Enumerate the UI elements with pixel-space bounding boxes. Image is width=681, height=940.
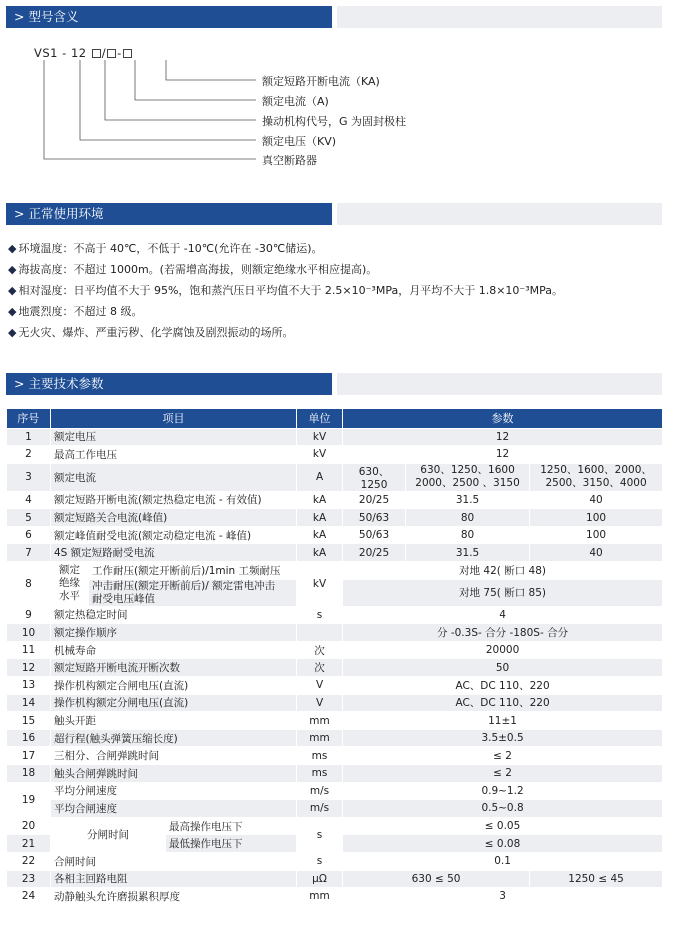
table-row	[7, 800, 663, 818]
table-row	[7, 712, 663, 730]
table-row	[7, 509, 663, 527]
row-unit: kA	[297, 544, 343, 562]
row-value-b: 80	[406, 526, 530, 544]
row-value: 11±1	[343, 712, 663, 730]
legend-rated-voltage: 额定电压（KV)	[262, 135, 337, 148]
row-item: 额定电压	[51, 428, 297, 446]
row-unit: m/s	[297, 782, 343, 800]
diamond-icon: ◆	[8, 263, 17, 276]
row-unit: kA	[297, 491, 343, 509]
env-item	[8, 261, 377, 277]
row-unit: mm	[297, 888, 343, 906]
env-text: 相对湿度：日平均值不大于 95%，饱和蒸汽压日平均值不大于 2.5×10⁻³MPa，月平均不大于 1.8×10⁻³MPa。	[18, 284, 563, 297]
env-text: 环境温度：不高于 40℃，不低于 -10℃(允许在 -30℃储运)。	[18, 242, 323, 255]
row-value: AC、DC 110、220	[343, 694, 663, 712]
diamond-icon: ◆	[8, 242, 17, 255]
row-unit: ms	[297, 747, 343, 765]
row-value-c: 40	[530, 491, 663, 509]
table-row	[7, 606, 663, 624]
section-model-title: > 型号含义	[6, 6, 332, 28]
row-item: 三相分、合闸弹跳时间	[51, 747, 297, 765]
row-value-c-line1: 1250、1600、2000、	[540, 464, 652, 477]
row-value: 0.9~1.2	[343, 782, 663, 800]
header-unit: 单位	[297, 409, 343, 428]
table-row	[7, 870, 663, 888]
row-group-line1: 额定	[59, 564, 80, 577]
env-item	[8, 240, 323, 256]
row-unit: s	[297, 852, 343, 870]
row-unit	[297, 624, 343, 642]
table-row	[7, 888, 663, 906]
row-value-c-line2: 2500、3150、4000	[545, 477, 647, 490]
table-row	[7, 463, 663, 491]
row-item: 额定热稳定时间	[51, 606, 297, 624]
row-no: 1	[7, 428, 51, 446]
legend-mechanism: 操动机构代号，G 为固封极柱	[262, 115, 407, 128]
row-value-c: 100	[530, 509, 663, 527]
row-value: 20000	[343, 641, 663, 659]
row-value: 对地 75( 断口 85)	[343, 579, 663, 606]
code-sep-1: /	[101, 46, 107, 60]
table-row	[7, 817, 663, 835]
row-sub-item	[89, 579, 297, 606]
diamond-icon: ◆	[8, 284, 17, 297]
row-item: 平均分闸速度	[51, 782, 297, 800]
row-value: 0.5~0.8	[343, 800, 663, 818]
row-item: 合闸时间	[51, 852, 297, 870]
row-no: 8	[7, 562, 51, 607]
diamond-icon: ◆	[8, 326, 17, 339]
env-item	[8, 282, 563, 298]
row-value-b: 80	[406, 509, 530, 527]
row-unit: s	[297, 817, 343, 852]
row-sub-item: 工作耐压(额定开断前后)/1min 工频耐压	[89, 562, 297, 580]
row-group-line3: 水平	[59, 590, 80, 603]
row-unit: A	[297, 463, 343, 491]
row-value: 3.5±0.5	[343, 729, 663, 747]
row-unit: μΩ	[297, 870, 343, 888]
row-sub-item: 最高操作电压下	[166, 817, 297, 835]
env-item	[8, 324, 293, 340]
row-group	[51, 562, 89, 607]
row-no: 23	[7, 870, 51, 888]
section-tech-header	[6, 373, 662, 395]
table-row	[7, 729, 663, 747]
row-group: 分闸时间	[51, 817, 166, 852]
table-row	[7, 659, 663, 677]
row-unit: kA	[297, 509, 343, 527]
row-sub-item-line2: 耐受电压峰值	[92, 592, 155, 605]
diamond-icon: ◆	[8, 305, 17, 318]
row-unit: mm	[297, 729, 343, 747]
row-value-a: 20/25	[343, 544, 406, 562]
table-row	[7, 852, 663, 870]
row-value: 3	[343, 888, 663, 906]
row-value: 12	[343, 446, 663, 464]
row-group-line2: 绝缘	[59, 577, 80, 590]
row-value: 50	[343, 659, 663, 677]
row-value: 4	[343, 606, 663, 624]
row-no: 15	[7, 712, 51, 730]
row-value-a: 20/25	[343, 491, 406, 509]
row-item: 额定短路开断电流(额定热稳定电流 - 有效值)	[51, 491, 297, 509]
row-no: 9	[7, 606, 51, 624]
row-item: 触头合闸弹跳时间	[51, 765, 297, 783]
row-no: 19	[7, 782, 51, 817]
header-no: 序号	[7, 409, 51, 428]
row-unit: kV	[297, 562, 343, 607]
row-no: 14	[7, 694, 51, 712]
row-value-a: 630、1250	[343, 463, 406, 491]
row-value-b-line2: 2000、2500 、3150	[415, 477, 520, 490]
legend-rated-current: 额定电流（A)	[262, 95, 329, 108]
env-item	[8, 303, 142, 319]
row-item: 各相主回路电阻	[51, 870, 297, 888]
table-row	[7, 765, 663, 783]
row-unit: 次	[297, 641, 343, 659]
table-row	[7, 446, 663, 464]
row-item: 机械寿命	[51, 641, 297, 659]
row-no: 17	[7, 747, 51, 765]
row-item: 额定短路开断电流开断次数	[51, 659, 297, 677]
row-value: ≤ 0.05	[343, 817, 663, 835]
row-value: 分 -0.3S- 合分 -180S- 合分	[343, 624, 663, 642]
table-row	[7, 694, 663, 712]
row-value-b	[406, 463, 530, 491]
section-env-grey	[337, 203, 662, 225]
row-unit: kV	[297, 446, 343, 464]
table-header-row	[7, 409, 663, 428]
row-no: 3	[7, 463, 51, 491]
row-value: 12	[343, 428, 663, 446]
row-no: 5	[7, 509, 51, 527]
section-tech-title: > 主要技术参数	[6, 373, 332, 395]
row-value-c	[530, 463, 663, 491]
row-value: ≤ 0.08	[343, 835, 663, 853]
env-text: 海拔高度：不超过 1000m。(若需增高海拔，则额定绝缘水平相应提高)。	[18, 263, 378, 276]
model-code-leader-lines	[0, 0, 681, 200]
row-value: 对地 42( 断口 48)	[343, 562, 663, 580]
row-item: 额定短路关合电流(峰值)	[51, 509, 297, 527]
row-unit: V	[297, 694, 343, 712]
table-row	[7, 624, 663, 642]
row-value-a: 630 ≤ 50	[343, 870, 530, 888]
table-row	[7, 782, 663, 800]
row-value: 0.1	[343, 852, 663, 870]
table-row	[7, 641, 663, 659]
row-sub-item-line1: 冲击耐压(额定开断前后)/ 额定雷电冲击	[92, 579, 276, 592]
table-row	[7, 677, 663, 695]
header-item: 项目	[51, 409, 297, 428]
row-unit: 次	[297, 659, 343, 677]
header-params: 参数	[343, 409, 663, 428]
row-unit: mm	[297, 712, 343, 730]
row-no: 4	[7, 491, 51, 509]
row-unit: kA	[297, 526, 343, 544]
row-value-c: 40	[530, 544, 663, 562]
section-env-header	[6, 203, 662, 225]
table-row	[7, 491, 663, 509]
row-no: 7	[7, 544, 51, 562]
row-no: 11	[7, 641, 51, 659]
section-tech-grey	[337, 373, 662, 395]
row-no: 18	[7, 765, 51, 783]
row-item: 操作机构额定分闸电压(直流)	[51, 694, 297, 712]
row-no: 6	[7, 526, 51, 544]
row-unit: V	[297, 677, 343, 695]
section-env-title: > 正常使用环境	[6, 203, 332, 225]
tech-params-table	[6, 409, 663, 906]
row-item: 触头开距	[51, 712, 297, 730]
row-item: 超行程(触头弹簧压缩长度)	[51, 729, 297, 747]
row-item: 额定峰值耐受电流(额定动稳定电流 - 峰值)	[51, 526, 297, 544]
row-unit: ms	[297, 765, 343, 783]
row-value-b: 1250 ≤ 45	[530, 870, 663, 888]
row-sub-item: 最低操作电压下	[166, 835, 297, 853]
row-no: 21	[7, 835, 51, 853]
row-no: 12	[7, 659, 51, 677]
row-value-b-line1: 630、1250、1600	[420, 464, 515, 477]
table-row	[7, 428, 663, 446]
row-no: 20	[7, 817, 51, 835]
row-item: 额定操作顺序	[51, 624, 297, 642]
row-unit: kV	[297, 428, 343, 446]
row-no: 16	[7, 729, 51, 747]
table-row	[7, 747, 663, 765]
row-no: 13	[7, 677, 51, 695]
code-sep-2: -	[117, 46, 122, 60]
table-row	[7, 544, 663, 562]
row-value: AC、DC 110、220	[343, 677, 663, 695]
row-value: ≤ 2	[343, 765, 663, 783]
row-value-b: 31.5	[406, 544, 530, 562]
row-item: 最高工作电压	[51, 446, 297, 464]
row-value-b: 31.5	[406, 491, 530, 509]
row-item: 操作机构额定合闸电压(直流)	[51, 677, 297, 695]
row-value: ≤ 2	[343, 747, 663, 765]
env-text: 无火灾、爆炸、严重污秽、化学腐蚀及剧烈振动的场所。	[18, 326, 294, 339]
row-value-c: 100	[530, 526, 663, 544]
row-item: 4S 额定短路耐受电流	[51, 544, 297, 562]
model-prefix: VS1 - 12	[34, 46, 87, 60]
row-unit: m/s	[297, 800, 343, 818]
row-no: 22	[7, 852, 51, 870]
row-value-a: 50/63	[343, 509, 406, 527]
legend-breaker: 真空断路器	[262, 154, 317, 167]
row-no: 10	[7, 624, 51, 642]
env-text: 地震烈度：不超过 8 级。	[18, 305, 143, 318]
row-item: 动静触头允许磨损累积厚度	[51, 888, 297, 906]
row-unit: s	[297, 606, 343, 624]
row-item: 平均合闸速度	[51, 800, 297, 818]
row-no: 2	[7, 446, 51, 464]
row-item: 额定电流	[51, 463, 297, 491]
legend-breaking-current: 额定短路开断电流（KA)	[262, 75, 380, 88]
table-row	[7, 562, 663, 580]
row-no: 24	[7, 888, 51, 906]
row-value-a: 50/63	[343, 526, 406, 544]
table-row	[7, 526, 663, 544]
